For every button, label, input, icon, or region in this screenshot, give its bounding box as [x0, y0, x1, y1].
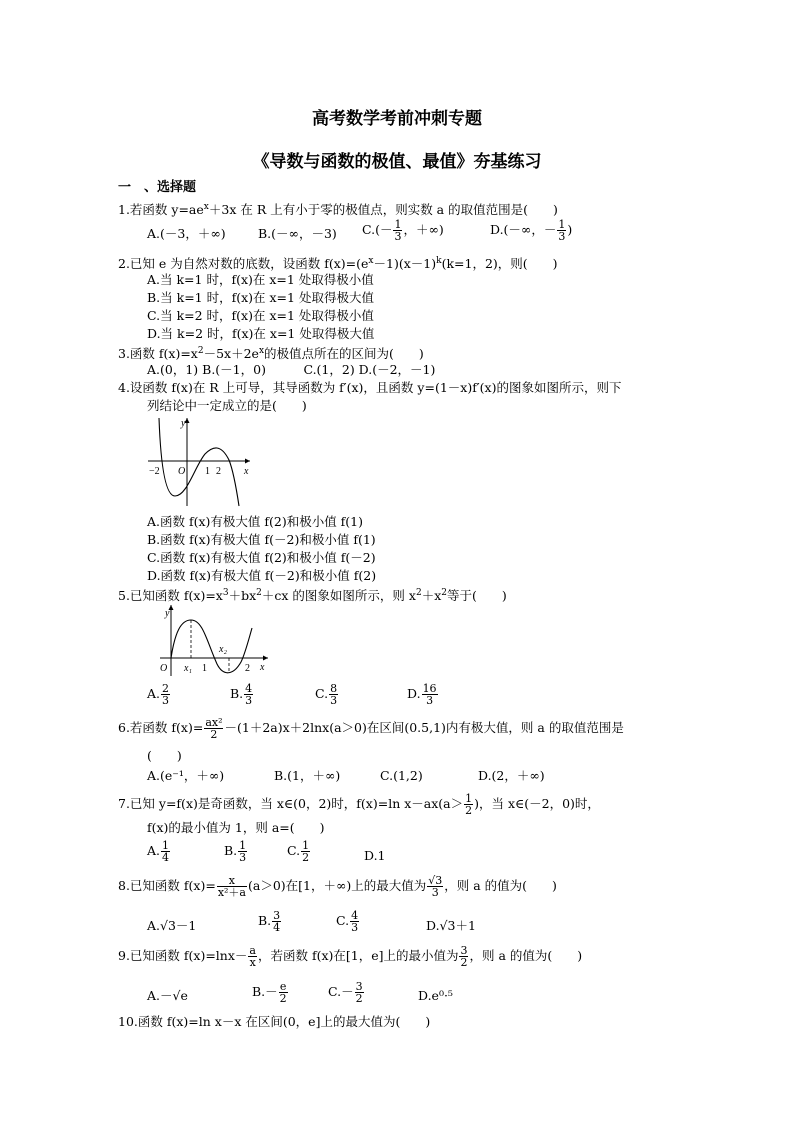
q5-tick-1: 1 — [202, 663, 207, 674]
q4-opt-a: A.函数 f(x)有极大值 f(2)和极小值 f(1) — [147, 514, 364, 529]
q5-tick-2: 2 — [245, 663, 250, 674]
q4-x-label: x — [244, 466, 249, 477]
q4-tick-neg2: −2 — [149, 466, 160, 477]
q7-stem-line2: f(x)的最小值为 1，则 a=( ) — [147, 820, 325, 835]
q9-opt-b: B.－ $\frac{e}{2}$ — [252, 980, 287, 1005]
q4-y-label: y — [181, 418, 186, 429]
q3-stem: 3.函数 $f(x)=x^2-5x+2e^x$的极值点所在的区间为( ) — [118, 346, 424, 362]
q8-stem: 8.已知函数 f(x)= $\frac{x}{\text{x²＋a}}$ (a＞0)在[1，＋∞)上的最大值为 $\frac{√3}{3}$ ，则 a 的值为( ) — [118, 874, 557, 899]
q7-opt-c: C. $\frac{1}{2}$ — [287, 839, 310, 864]
q6-opt-b: B.(1，＋∞) — [274, 768, 341, 783]
q4-graph — [145, 414, 255, 510]
q1-opt-d: D.(－∞，－ $\frac{1}{3}$ ) — [490, 218, 573, 243]
q5-opt-c: C. $\frac{8}{3}$ — [315, 682, 338, 707]
q4-tick-1: 1 — [205, 466, 210, 477]
q6-stem: 6.若函数 f(x)= $\frac{\text{ax²}}{2}$ －(1＋2a)x＋2lnx(a＞0)在区间(0.5,1)内有极大值，则 a 的取值范围是 — [118, 716, 624, 741]
q5-x-label: x — [260, 662, 265, 673]
q4-opt-b: B.函数 f(x)有极大值 f(－2)和极小值 f(1) — [147, 532, 376, 547]
q2-opt-d: D.当 k=2 时，f(x)在 x=1 处取得极大值 — [147, 326, 375, 341]
page-title: 高考数学考前冲刺专题 — [312, 109, 482, 129]
q6-opt-a: A.(e⁻¹，＋∞) — [147, 768, 225, 783]
q7-opt-a: A. $\frac{1}{4}$ — [147, 839, 170, 864]
q2-opt-b: B.当 k=1 时，f(x)在 x=1 处取得极大值 — [147, 290, 374, 305]
q8-opt-a: A.√3－1 — [147, 918, 197, 933]
q5-origin-label: O — [160, 663, 168, 674]
section-heading: 一 、选择题 — [118, 180, 197, 195]
q4-x-arrow — [245, 459, 250, 464]
q4-opt-d: D.函数 f(x)有极大值 f(－2)和极小值 f(2) — [147, 568, 377, 583]
q5-opt-b: B. $\frac{4}{3}$ — [230, 682, 253, 707]
q5-opt-d: D. $\frac{16}{3}$ — [407, 682, 437, 707]
q1-opt-c: C.(－ $\frac{1}{3}$ ，＋∞) — [362, 218, 444, 243]
q7-stem: 7.已知 y=f(x)是奇函数，当 x∈(0，2)时，f(x)=ln x－ax(a＞ $\frac{1}{2}$ )，当 x∈(－2，0)时， — [118, 792, 600, 817]
q4-curve — [159, 418, 239, 506]
q5-x1-label: x₁ — [184, 663, 192, 674]
q1-opt-a: A.(－3，＋∞) — [147, 226, 226, 241]
q8-opt-b: B. $\frac{3}{4}$ — [258, 909, 281, 934]
q5-graph — [145, 602, 270, 678]
q6-answer-paren: ( ) — [147, 748, 182, 763]
page-subtitle: 《导数与函数的极值、最值》夯基练习 — [252, 152, 542, 172]
q8-opt-c: C. $\frac{4}{3}$ — [336, 909, 359, 934]
q7-opt-b: B. $\frac{1}{3}$ — [224, 839, 247, 864]
q4-stem-line2: 列结论中一定成立的是( ) — [147, 398, 307, 413]
q4-opt-c: C.函数 f(x)有极大值 f(2)和极小值 f(－2) — [147, 550, 376, 565]
q1-opt-b: B.(－∞，－3) — [258, 226, 337, 241]
q5-x2-label: x₂ — [219, 644, 227, 655]
q6-opt-d: D.(2，＋∞) — [478, 768, 545, 783]
q4-origin-label: O — [178, 466, 186, 477]
q3-options: A.(0，1) B.(－1，0) C.(1，2) D.(－2，－1) — [147, 362, 436, 377]
q2-opt-a: A.当 k=1 时，f(x)在 x=1 处取得极小值 — [147, 272, 374, 287]
q9-opt-c: C.－ $\frac{3}{2}$ — [328, 980, 363, 1005]
q2-opt-c: C.当 k=2 时，f(x)在 x=1 处取得极小值 — [147, 308, 374, 323]
q6-opt-c: C.(1,2) — [380, 768, 423, 783]
q5-x-arrow — [263, 656, 268, 661]
q7-opt-d: D.1 — [364, 848, 386, 863]
q5-y-label: y — [165, 608, 170, 619]
q4-tick-2: 2 — [216, 466, 221, 477]
q1-stem: 1.若函数 $y=ae^x+3x$ 在 R 上有小于零的极值点，则实数 a 的取值范围是( ) — [118, 202, 558, 218]
q8-opt-d: D.√3＋1 — [426, 918, 476, 933]
q9-opt-a: A.－√e — [147, 988, 188, 1003]
q9-stem: 9.已知函数 f(x)=lnx－ $\frac{a}{x}$ ，若函数 f(x)在[1，e]上的最小值为 $\frac{3}{2}$ ，则 a 的值为( ) — [118, 944, 583, 969]
q9-opt-d: D.e⁰·⁵ — [418, 988, 453, 1003]
q5-opt-a: A. $\frac{2}{3}$ — [147, 682, 170, 707]
q4-stem-line1: 4.设函数 f(x)在 R 上可导，其导函数为 f′(x)，且函数 y=(1－x)f′(x)的图象如图所示，则下 — [118, 380, 622, 395]
q2-stem: 2.已知 e 为自然对数的底数，设函数 $f(x)=(e^x-1)(x-1)^k(k=1$，2)，则( ) — [118, 256, 558, 272]
q5-stem: 5.已知函数 $f(x)=x^3+bx^2+cx$ 的图象如图所示，则 $x^2+x^2$等于( ) — [118, 588, 507, 604]
q10-stem: 10.函数 f(x)=ln x－x 在区间(0，e]上的最大值为( ) — [118, 1014, 431, 1029]
